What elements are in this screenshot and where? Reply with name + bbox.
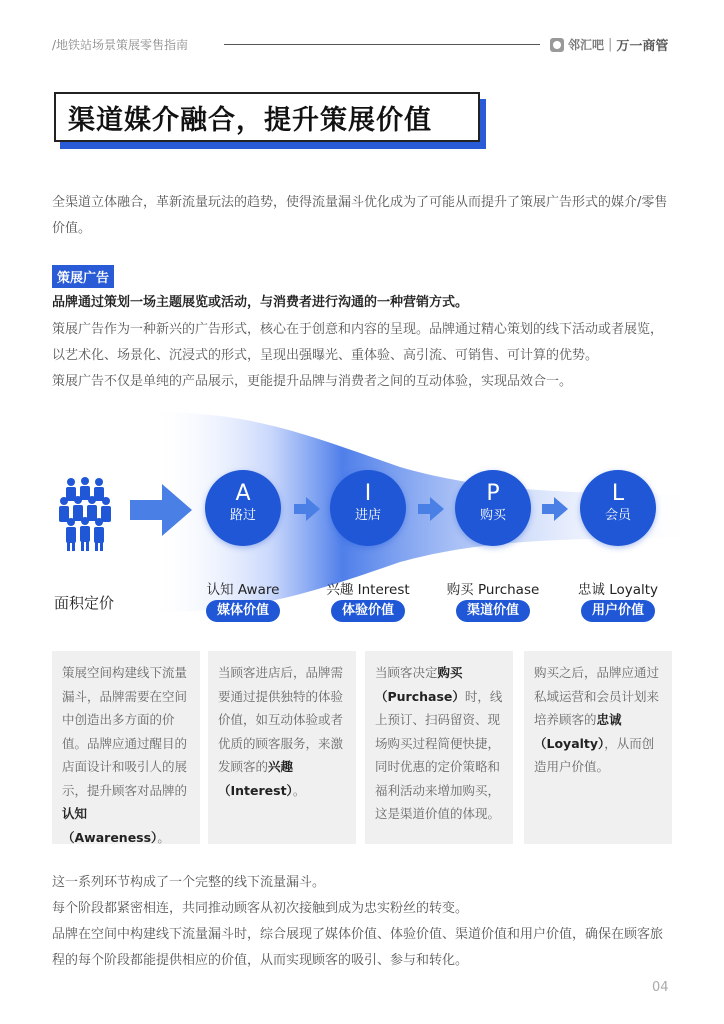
header-divider: [224, 44, 540, 45]
card-text: 策展空间构建线下流量漏斗，品牌需要在空间中创造出多方面的价值。品牌应通过醒目的店面设计和吸引人的展示，提升顾客对品牌的: [62, 665, 188, 798]
card-text: 购买之后，品牌应通过私域运营和会员计划来培养顾客的: [534, 665, 660, 727]
small-arrow-icon: [294, 497, 320, 521]
logo-separator: |: [608, 37, 613, 52]
body-paragraph-1: 策展广告作为一种新兴的广告形式，核心在于创意和内容的呈现。品牌通过精心策划的线下活动或者展览，以艺术化、场景化、沉浸式的形式，呈现出强曝光、重体验、高引流、可销售、可计算的优势。: [52, 322, 664, 363]
intro-paragraph: 全渠道立体融合，革新流量玩法的趋势，使得流量漏斗优化成为了可能从而提升了策展广告形式的媒介/零售价值。: [52, 195, 668, 236]
section-title: /地铁站场景策展零售指南: [52, 38, 189, 52]
card-loyalty: [524, 651, 672, 844]
conclusion-line-3: 品牌在空间中构建线下流量漏斗时，综合展现了媒体价值、体验价值、渠道价值和用户价值，确保在顾客旅程的每个阶段都能提供相应的价值，从而实现顾客的吸引、参与和转化。: [52, 927, 664, 968]
title-box: [54, 92, 480, 142]
stage-letter: L: [611, 481, 625, 506]
card-interest: [208, 651, 356, 844]
logo-icon: [550, 38, 564, 52]
card-text: 当顾客进店后，品牌需要通过提供独特的体验价值，如互动体验或者优质的顾客服务，来激发顾客的: [218, 665, 344, 774]
card-text-end: 。: [157, 829, 170, 845]
conclusion-line-2: 每个阶段都紧密相连，共同推动顾客从初次接触到成为忠实粉丝的转变。: [52, 901, 469, 916]
value-pill-channel: 渠道价值: [456, 600, 530, 622]
stage-title-purchase: 购买 Purchase: [446, 582, 540, 598]
stage-title-loyalty: 忠诚 Loyalty: [577, 582, 659, 598]
big-arrow-icon: [130, 484, 192, 536]
stage-title-interest: 兴趣 Interest: [326, 582, 410, 598]
card-text: 当顾客决定: [375, 665, 438, 680]
area-pricing-label: 面积定价: [54, 594, 115, 612]
card-text-end: 。: [292, 782, 306, 798]
stage-circle-aware: [205, 470, 281, 546]
header-logo: [550, 35, 668, 54]
page-title: 渠道媒介融合，提升策展价值: [68, 104, 432, 136]
card-highlight: 兴趣（Interest）: [218, 759, 294, 798]
small-arrow-icon: [542, 497, 568, 521]
stage-label: 会员: [604, 508, 631, 523]
stage-label: 购买: [479, 508, 506, 523]
logo-small-text: 邻汇吧: [568, 38, 605, 52]
card-text-end: 时，线上预订、扫码留资、现场购买过程简便快捷，同时优惠的定价策略和福利活动来增加购买，这是渠道价值的体现。: [375, 688, 503, 821]
card-highlight: 忠诚（Loyalty）: [534, 712, 622, 751]
conclusion-block: [52, 870, 674, 974]
page-number: 04: [652, 980, 669, 995]
stage-letter: A: [235, 481, 251, 506]
brand-name: 万一商管: [616, 39, 669, 54]
card-highlight: 认知（Awareness）: [62, 806, 158, 845]
stage-label: 进店: [354, 508, 381, 523]
stage-title-aware: 认知 Aware: [206, 582, 280, 598]
section-tag: 策展广告: [52, 265, 114, 288]
stage-circle-purchase: [455, 470, 531, 546]
card-text-end: ，从而创造用户价值。: [534, 735, 655, 774]
body-paragraph-2: 策展广告不仅是单纯的产品展示，更能提升品牌与消费者之间的互动体验，实现品效合一。: [52, 374, 573, 389]
definition-line: 品牌通过策划一场主题展览或活动，与消费者进行沟通的一种营销方式。: [52, 295, 469, 310]
value-pill-experience: 体验价值: [331, 600, 405, 622]
card-awareness: [52, 651, 200, 844]
conclusion-line-1: 这一系列环节构成了一个完整的线下流量漏斗。: [52, 875, 326, 890]
stage-letter: I: [364, 481, 372, 506]
small-arrow-icon: [418, 497, 444, 521]
value-pill-media: 媒体价值: [206, 600, 280, 622]
stage-circle-interest: [330, 470, 406, 546]
stage-circle-loyalty: [580, 470, 656, 546]
value-pill-user: 用户价值: [581, 600, 655, 622]
people-group-icon: [56, 476, 114, 552]
card-purchase: [365, 651, 513, 844]
stage-label: 路过: [229, 508, 256, 523]
stage-letter: P: [486, 481, 500, 506]
card-highlight: 购买（Purchase）: [375, 665, 465, 704]
